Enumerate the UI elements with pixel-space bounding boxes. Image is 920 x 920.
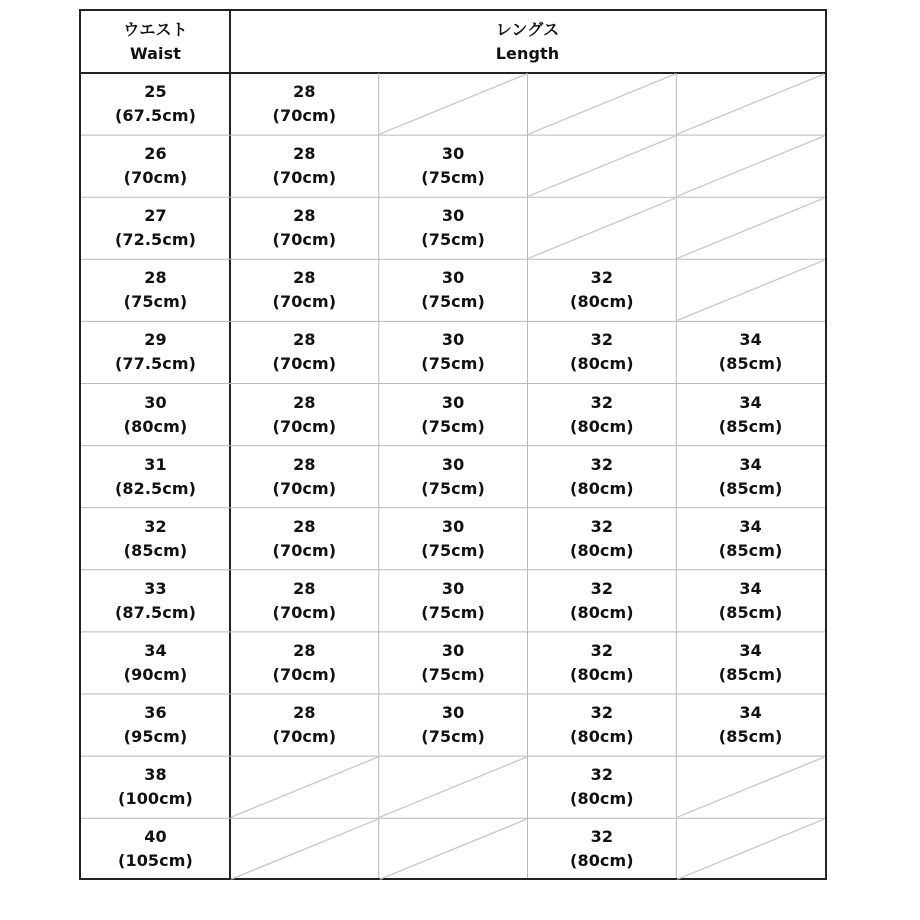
length-inch: 34 [739, 392, 762, 412]
length-inch: 30 [441, 268, 465, 288]
waist-cm: (85cm) [123, 540, 188, 560]
length-cell [570, 825, 634, 873]
length-cm: (70cm) [272, 478, 337, 498]
length-inch: 30 [441, 392, 465, 412]
length-cm: (75cm) [421, 230, 485, 250]
length-cm: (70cm) [272, 168, 337, 188]
length-cell [719, 391, 783, 439]
length-inch: 28 [293, 578, 316, 598]
length-cm: (70cm) [272, 727, 337, 747]
length-inch: 28 [293, 703, 316, 723]
length-cm: (80cm) [570, 789, 634, 809]
length-cell [719, 453, 783, 501]
length-cell [421, 577, 485, 625]
length-cell [570, 763, 634, 811]
waist-cell [118, 763, 193, 811]
length-inch: 32 [590, 516, 614, 536]
length-cell [273, 639, 337, 687]
waist-inch: 26 [144, 144, 167, 164]
size-chart-table [79, 9, 827, 880]
empty-cell-slash [380, 757, 527, 817]
length-inch: 30 [441, 144, 465, 164]
empty-cell-slash [529, 74, 676, 134]
waist-cell [124, 142, 188, 190]
waist-cell [115, 328, 196, 376]
waist-cm: (87.5cm) [114, 602, 197, 622]
length-inch: 28 [293, 144, 316, 164]
waist-cell [115, 577, 196, 625]
length-inch: 28 [293, 640, 316, 660]
length-cell [421, 204, 485, 252]
length-cm: (85cm) [718, 602, 783, 622]
length-cell [421, 701, 485, 749]
length-cm: (80cm) [570, 478, 634, 498]
length-cm: (85cm) [718, 416, 783, 436]
length-inch: 30 [441, 640, 465, 660]
length-cm: (75cm) [421, 540, 485, 560]
waist-inch: 25 [144, 82, 167, 102]
length-cm: (75cm) [421, 292, 485, 312]
waist-cm: (105cm) [118, 851, 193, 871]
waist-header [123, 18, 187, 66]
length-cell [273, 266, 337, 314]
length-cm: (80cm) [570, 292, 634, 312]
empty-cell-slash [677, 260, 824, 320]
length-inch: 30 [441, 516, 465, 536]
length-cm: (70cm) [272, 230, 337, 250]
waist-cm: (70cm) [123, 168, 188, 188]
length-inch: 32 [590, 268, 614, 288]
length-cm: (85cm) [718, 664, 783, 684]
length-inch: 28 [293, 516, 316, 536]
waist-header-en: Waist [129, 44, 182, 63]
length-cm: (70cm) [272, 354, 337, 374]
length-cm: (75cm) [421, 354, 485, 374]
length-inch: 28 [293, 268, 316, 288]
length-cell [719, 577, 783, 625]
length-cell [570, 701, 634, 749]
waist-cm: (77.5cm) [114, 354, 197, 374]
waist-header-jp: ウエスト [123, 20, 188, 39]
length-cell [421, 639, 485, 687]
length-cm: (80cm) [570, 540, 634, 560]
length-inch: 32 [590, 330, 614, 350]
length-header [496, 18, 560, 66]
length-cell [570, 453, 634, 501]
length-cm: (70cm) [272, 292, 337, 312]
length-inch: 32 [590, 454, 614, 474]
length-inch: 34 [739, 516, 762, 536]
waist-inch: 31 [144, 454, 167, 474]
length-cm: (80cm) [570, 664, 634, 684]
waist-inch: 32 [144, 516, 167, 536]
length-inch: 32 [590, 703, 614, 723]
waist-inch: 40 [144, 827, 167, 847]
length-cell [570, 391, 634, 439]
empty-cell-slash [677, 757, 824, 817]
length-inch: 30 [441, 206, 465, 226]
empty-cell-slash [677, 819, 824, 879]
length-inch: 32 [590, 827, 614, 847]
length-cell [421, 142, 485, 190]
length-inch: 32 [590, 765, 614, 785]
length-cell [421, 453, 485, 501]
waist-cell [115, 80, 196, 128]
empty-cell-slash [529, 136, 676, 196]
length-header-en: Length [495, 44, 560, 63]
waist-inch: 28 [144, 268, 167, 288]
length-inch: 28 [293, 206, 316, 226]
length-cell [421, 515, 485, 563]
length-cell [719, 701, 783, 749]
length-cell [570, 266, 634, 314]
length-inch: 30 [441, 578, 465, 598]
length-cell [719, 639, 783, 687]
length-cm: (85cm) [718, 727, 783, 747]
empty-cell-slash [380, 74, 527, 134]
empty-cell-slash [677, 198, 824, 258]
length-inch: 34 [739, 454, 762, 474]
waist-cell [124, 266, 188, 314]
length-cm: (70cm) [272, 540, 337, 560]
length-inch: 30 [441, 330, 465, 350]
waist-inch: 34 [144, 640, 167, 660]
waist-inch: 30 [144, 392, 167, 412]
waist-inch: 27 [144, 206, 167, 226]
waist-cm: (95cm) [123, 727, 188, 747]
length-inch: 30 [441, 703, 465, 723]
length-inch: 28 [293, 392, 316, 412]
length-cm: (80cm) [570, 727, 634, 747]
length-cell [273, 391, 337, 439]
waist-cm: (75cm) [123, 292, 188, 312]
length-inch: 34 [739, 703, 762, 723]
length-inch: 34 [739, 578, 762, 598]
length-cm: (75cm) [421, 664, 485, 684]
waist-cell [124, 391, 188, 439]
length-cm: (75cm) [421, 168, 485, 188]
waist-cell [124, 639, 188, 687]
length-cell [273, 701, 337, 749]
length-cell [273, 515, 337, 563]
waist-inch: 29 [144, 330, 167, 350]
length-cm: (75cm) [421, 478, 485, 498]
waist-cm: (90cm) [123, 664, 188, 684]
length-inch: 32 [590, 640, 614, 660]
waist-cm: (80cm) [123, 416, 188, 436]
length-inch: 32 [590, 578, 614, 598]
length-cm: (75cm) [421, 602, 485, 622]
waist-cell [124, 701, 188, 749]
length-cm: (70cm) [272, 416, 337, 436]
length-cell [273, 577, 337, 625]
length-cell [570, 577, 634, 625]
length-inch: 28 [293, 330, 316, 350]
waist-cm: (82.5cm) [114, 478, 197, 498]
length-inch: 32 [590, 392, 614, 412]
length-cm: (80cm) [570, 354, 634, 374]
length-inch: 28 [293, 454, 316, 474]
length-inch: 34 [739, 330, 762, 350]
waist-cm: (100cm) [118, 789, 193, 809]
length-cell [421, 391, 485, 439]
waist-inch: 36 [144, 703, 167, 723]
length-cell [273, 80, 337, 128]
length-inch: 34 [739, 640, 762, 660]
length-cm: (80cm) [570, 416, 634, 436]
length-cm: (70cm) [272, 664, 337, 684]
empty-cell-slash [677, 74, 824, 134]
waist-cell [115, 453, 196, 501]
waist-inch: 33 [144, 578, 167, 598]
empty-cell-slash [529, 198, 676, 258]
length-cm: (70cm) [272, 106, 337, 126]
length-cell [421, 266, 485, 314]
length-cell [273, 453, 337, 501]
length-cell [719, 515, 783, 563]
length-cm: (80cm) [570, 602, 634, 622]
length-cell [570, 515, 634, 563]
length-inch: 28 [293, 82, 316, 102]
length-cell [421, 328, 485, 376]
length-cell [570, 328, 634, 376]
length-cm: (75cm) [421, 416, 485, 436]
length-cm: (85cm) [718, 478, 783, 498]
empty-cell-slash [380, 819, 527, 879]
waist-cm: (72.5cm) [114, 230, 197, 250]
empty-cell-slash [677, 136, 824, 196]
length-cm: (85cm) [718, 354, 783, 374]
empty-cell-slash [231, 757, 378, 817]
length-cell [570, 639, 634, 687]
length-inch: 30 [441, 454, 465, 474]
waist-cell [115, 204, 196, 252]
waist-cm: (67.5cm) [114, 106, 197, 126]
length-cell [719, 328, 783, 376]
empty-cell-slash [231, 819, 378, 879]
length-cell [273, 204, 337, 252]
length-cell [273, 328, 337, 376]
length-header-jp: レングス [495, 20, 560, 39]
length-cm: (75cm) [421, 727, 485, 747]
length-cm: (70cm) [272, 602, 337, 622]
waist-cell [118, 825, 193, 873]
length-cell [273, 142, 337, 190]
length-cm: (85cm) [718, 540, 783, 560]
length-cm: (80cm) [570, 851, 634, 871]
waist-cell [124, 515, 188, 563]
waist-inch: 38 [144, 765, 167, 785]
